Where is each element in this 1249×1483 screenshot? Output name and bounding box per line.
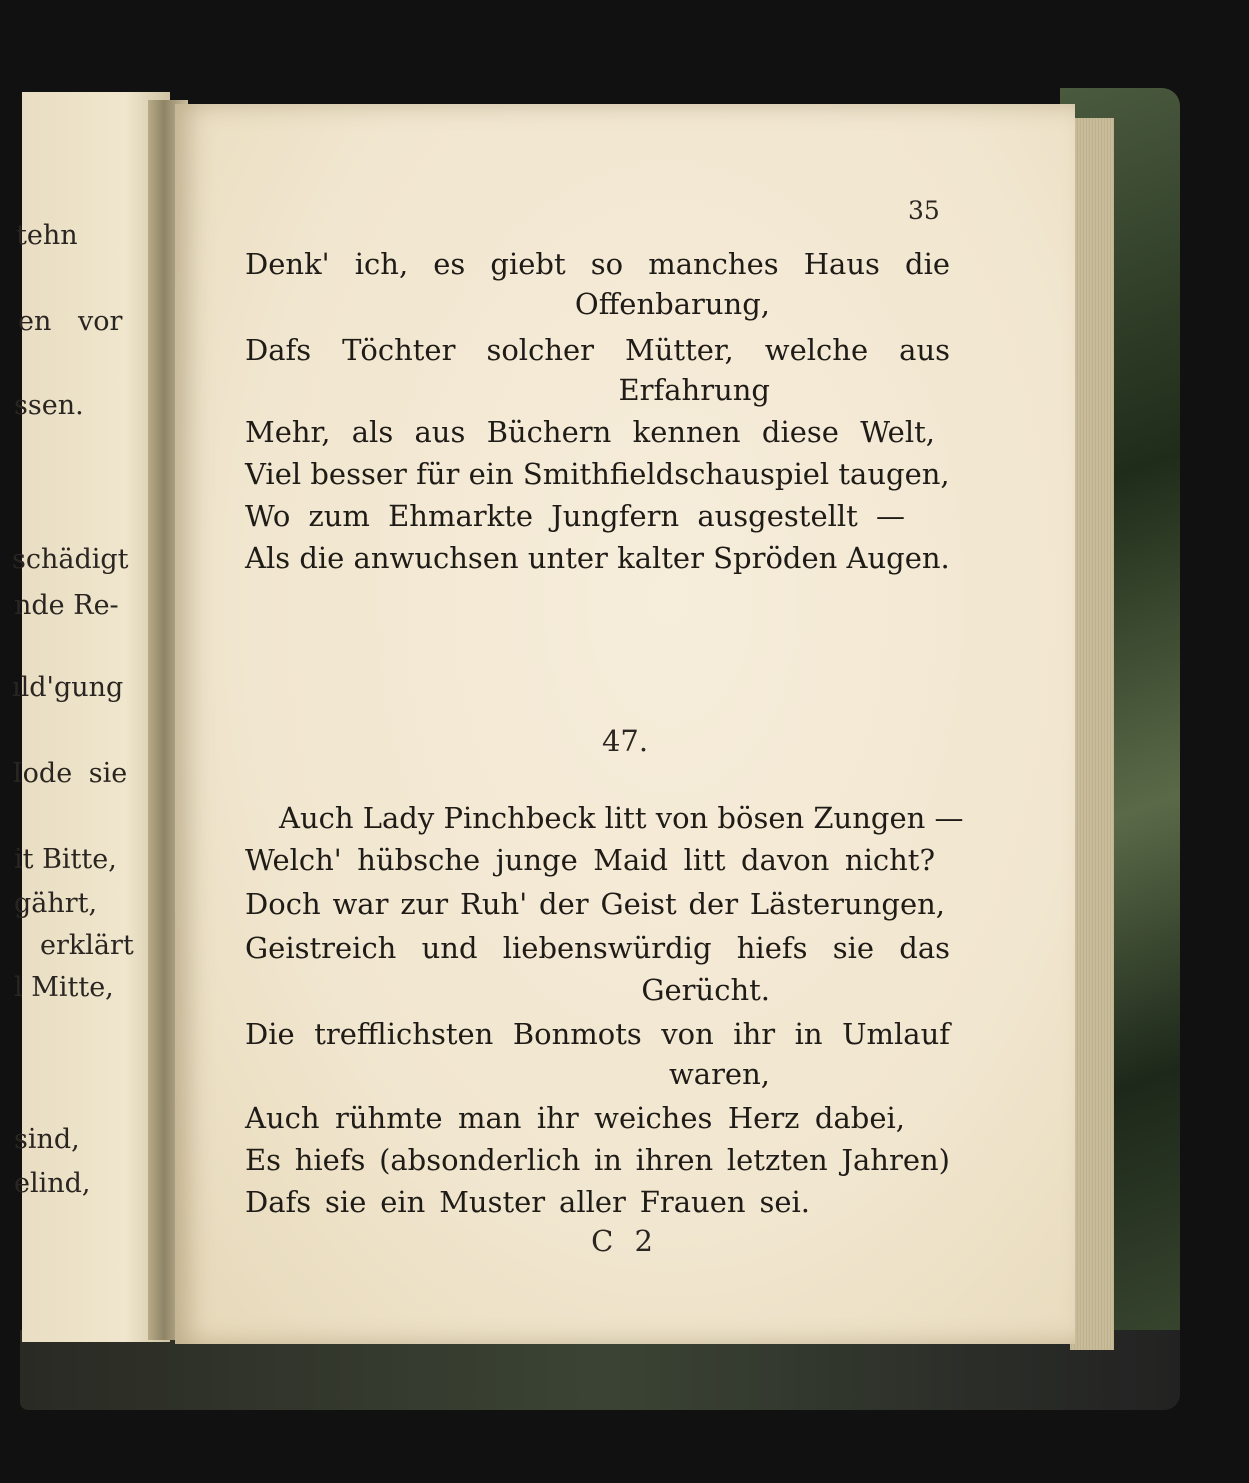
verse-line: Es hiefs (absonderlich in ihren letzten Jahren) bbox=[245, 1143, 950, 1177]
verse-line: Die trefflichsten Bonmots von ihr in Umlauf bbox=[245, 1017, 950, 1051]
page-edges bbox=[1070, 118, 1114, 1350]
left-fragment: gährt, bbox=[14, 888, 98, 919]
page-number: 35 bbox=[908, 196, 940, 225]
verse-line: Als die anwuchsen unter kalter Spröden Augen. bbox=[245, 541, 950, 575]
verse-line: Dafs sie ein Muster aller Frauen sei. bbox=[245, 1185, 810, 1219]
left-fragment: ıld'gung bbox=[12, 672, 124, 703]
right-page bbox=[175, 104, 1075, 1344]
left-fragment: elind, bbox=[14, 1168, 91, 1199]
verse-line-continuation: Offenbarung, bbox=[574, 287, 770, 321]
verse-line: Mehr, als aus Büchern kennen diese Welt, bbox=[245, 415, 935, 449]
left-fragment: schädigt bbox=[12, 544, 129, 575]
verse-line-continuation: waren, bbox=[668, 1057, 770, 1091]
left-fragment: tehn bbox=[16, 220, 78, 251]
left-fragment: en vor bbox=[18, 306, 123, 337]
verse-line: Dafs Töchter solcher Mütter, welche aus bbox=[245, 333, 950, 367]
left-fragment: ssen. bbox=[14, 390, 84, 421]
printer-signature: C 2 bbox=[591, 1224, 659, 1258]
verse-line: Viel besser für ein Smithfieldschauspiel taugen, bbox=[245, 457, 950, 491]
verse-line: Geistreich und liebenswürdig hiefs sie das bbox=[245, 931, 950, 965]
left-fragment: nde Re- bbox=[14, 590, 119, 621]
verse-line-continuation: Gerücht. bbox=[641, 973, 770, 1007]
verse-line: Welch' hübsche junge Maid litt davon nicht? bbox=[245, 843, 935, 877]
left-fragment: l Mitte, bbox=[14, 972, 114, 1003]
verse-line: Auch rühmte man ihr weiches Herz dabei, bbox=[245, 1101, 905, 1135]
verse-line: Doch war zur Ruh' der Geist der Lästerungen, bbox=[245, 887, 945, 921]
left-fragment: it Bitte, bbox=[14, 844, 117, 875]
verse-line-continuation: Erfahrung bbox=[618, 373, 770, 407]
left-fragment: Iode sie bbox=[12, 758, 128, 789]
left-fragment: sind, bbox=[14, 1124, 80, 1155]
section-number: 47. bbox=[601, 724, 649, 758]
verse-line: Auch Lady Pinchbeck litt von bösen Zungen — bbox=[279, 801, 964, 835]
verse-line: Wo zum Ehmarkte Jungfern ausgestellt — bbox=[245, 499, 905, 533]
verse-line: Denk' ich, es giebt so manches Haus die bbox=[245, 247, 950, 281]
left-fragment: erklärt bbox=[40, 930, 134, 961]
